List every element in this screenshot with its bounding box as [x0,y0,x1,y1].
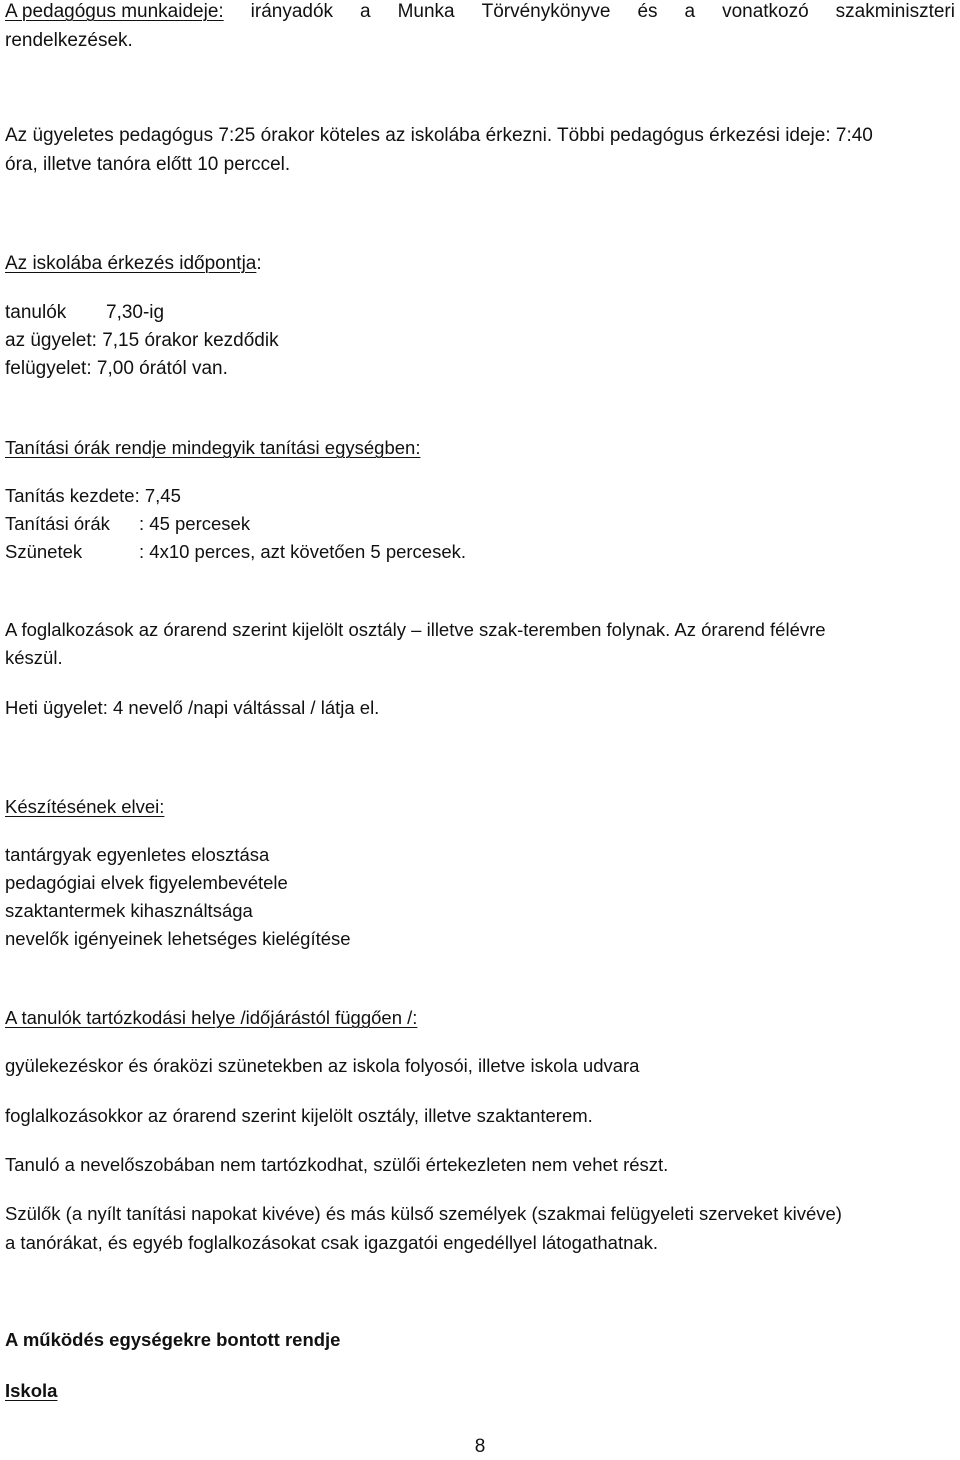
work-time-heading: A pedagógus munkaideje: [5,1,224,22]
arrival-value: 7,15 órakor kezdődik [102,330,279,351]
word: Törvénykönyve [481,1,611,22]
arrival-heading [5,252,262,276]
arrival-heading-text: Az iskolába érkezés időpontja [5,253,257,274]
lessons-heading: Tanítási órák rendje mindegyik tanítási egységben: [5,437,421,458]
work-time-line-1 [5,0,955,24]
arrival-heading-colon: : [256,253,262,274]
duty-arrival-line-1: Az ügyeletes pedagógus 7:25 órakor köteles az iskolába érkezni. Többi pedagógus érkezési ideje: 7:40 [5,125,873,146]
word: Munka [397,1,455,22]
location-paragraph-4-line-2: a tanórákat, és egyéb foglalkozásokat csak igazgatói engedéllyel látogathatnak. [5,1232,659,1253]
principles-heading: Készítésének elvei: [5,796,165,817]
work-time-line-2: rendelkezések. [5,30,133,51]
arrival-label: felügyelet: [5,358,92,379]
location-heading: A tanulók tartózkodási helye /időjárástól függően /: [5,1007,418,1028]
arrival-row-students [5,301,164,325]
word: szakminiszteri [835,1,955,22]
lesson-label: Tanítási órák [5,513,110,534]
principle-item: nevelők igényeinek lehetséges kielégítése [5,928,351,949]
arrival-label: tanulók [5,302,67,323]
weekly-duty: Heti ügyelet: 4 nevelő /napi váltással / látja el. [5,697,380,718]
work-time-paragraph [5,0,955,53]
principle-item: pedagógiai elvek figyelembevétele [5,872,288,893]
principle-item: tantárgyak egyenletes elosztása [5,844,270,865]
arrival-row-supervision [5,357,228,381]
arrival-value: 7,30-ig [106,302,165,323]
duty-arrival-line-2: óra, illetve tanóra előtt 10 perccel. [5,154,291,175]
lesson-value: : 4x10 perces, azt követően 5 percesek. [139,541,467,562]
arrival-row-duty [5,329,279,353]
location-paragraph-4-line-1: Szülők (a nyílt tanítási napokat kivéve) és más külső személyek (szakmai felügyeleti szerveket kivéve) [5,1203,842,1224]
timetable-line-1: A foglalkozások az órarend szerint kijelölt osztály – illetve szak-teremben folynak. Az órarend félévre [5,619,826,640]
word: vonatkozó [722,1,809,22]
word: irányadók [250,1,334,22]
lesson-row-lessons [5,512,250,536]
timetable-line-2: készül. [5,647,63,668]
lesson-row-breaks [5,540,466,564]
lesson-value: : 45 percesek [139,513,251,534]
arrival-label: az ügyelet: [5,330,97,351]
location-paragraph-3: Tanuló a nevelőszobában nem tartózkodhat, szülői értekezleten nem vehet részt. [5,1154,669,1175]
lesson-label: Szünetek [5,541,83,562]
section-subtitle: Iskola [5,1380,58,1401]
word: a [684,1,696,22]
lesson-start: Tanítás kezdete: 7,45 [5,485,181,506]
arrival-value: 7,00 órától van. [96,358,228,379]
page-number: 8 [474,1436,486,1457]
location-paragraph-1: gyülekezéskor és óraközi szünetekben az iskola folyosói, illetve iskola udvara [5,1055,640,1076]
word: a [360,1,371,22]
word: és [637,1,658,22]
principle-item: szaktantermek kihasználtsága [5,900,253,921]
section-title: A működés egységekre bontott rendje [5,1329,341,1350]
location-paragraph-2: foglalkozásokkor az órarend szerint kijelölt osztály, illetve szaktanterem. [5,1105,593,1126]
